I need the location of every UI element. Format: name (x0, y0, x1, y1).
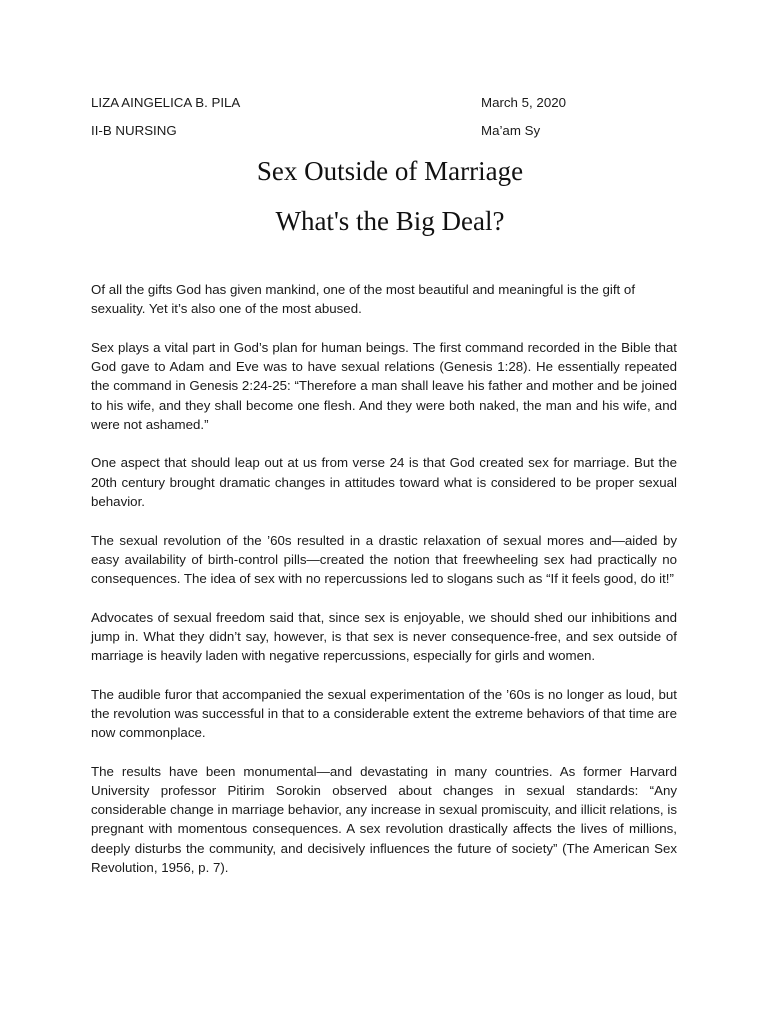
title-line-1: Sex Outside of Marriage (256, 156, 524, 186)
paragraph: The sexual revolution of the ’60s resulted in a drastic relaxation of sexual mores and—aided by easy availability of birth-control pills—created the notion that freewheeling sex had practically no consequences. The idea of sex with no repercussions led to slogans such as “If it feels good, do it!” (91, 532, 677, 586)
class-section: II-B NURSING (91, 123, 177, 138)
essay-body (91, 280, 677, 897)
paragraph: One aspect that should leap out at us from verse 24 is that God created sex for marriage. But the 20th century brought dramatic changes in attitudes toward what is considered to be proper sexual behavior. (91, 455, 677, 509)
paragraph: The audible furor that accompanied the sexual experimentation of the ’60s is no longer as loud, but the revolution was successful in that to a considerable extent the extreme behaviors of that time are now commonplace. (91, 686, 677, 741)
document-date: March 5, 2020 (481, 95, 567, 110)
paragraph: The results have been monumental—and devastating in many countries. As former Harvard University professor Pitirim Sorokin observed about changes in sexual standards: “Any considerable change in marriage behavior, any increase in sexual promiscuity, and illicit relations, is pregnant with momentous consequences. A sex revolution drastically affects the lives of millions, deeply disturbs the community, and decisively influences the future of society” (The American Sex Revolution, 1956, p. 7). (91, 763, 677, 875)
paragraph: Sex plays a vital part in God’s plan for human beings. The first command recorded in the Bible that God gave to Adam and Eve was to have sexual relations (Genesis 1:28). He essentially repeated the command in Genesis 2:24-25: “Therefore a man shall leave his father and mother and be joined to his wife, and they shall become one flesh. And they were both naked, the man and his wife, and were not ashamed.” (91, 339, 677, 432)
paragraph: Advocates of sexual freedom said that, since sex is enjoyable, we should shed our inhibitions and jump in. What they didn’t say, however, is that sex is never consequence-free, and sex outside of marriage is heavily laden with negative repercussions, especially for girls and women. (91, 609, 677, 664)
teacher-name: Ma’am Sy (481, 123, 541, 138)
paragraph: Of all the gifts God has given mankind, one of the most beautiful and meaningful is the gift of sexuality. Yet it’s also one of the most abused. (91, 282, 636, 317)
student-name: LIZA AINGELICA B. PILA (91, 95, 241, 110)
title-line-2: What's the Big Deal? (275, 206, 505, 236)
